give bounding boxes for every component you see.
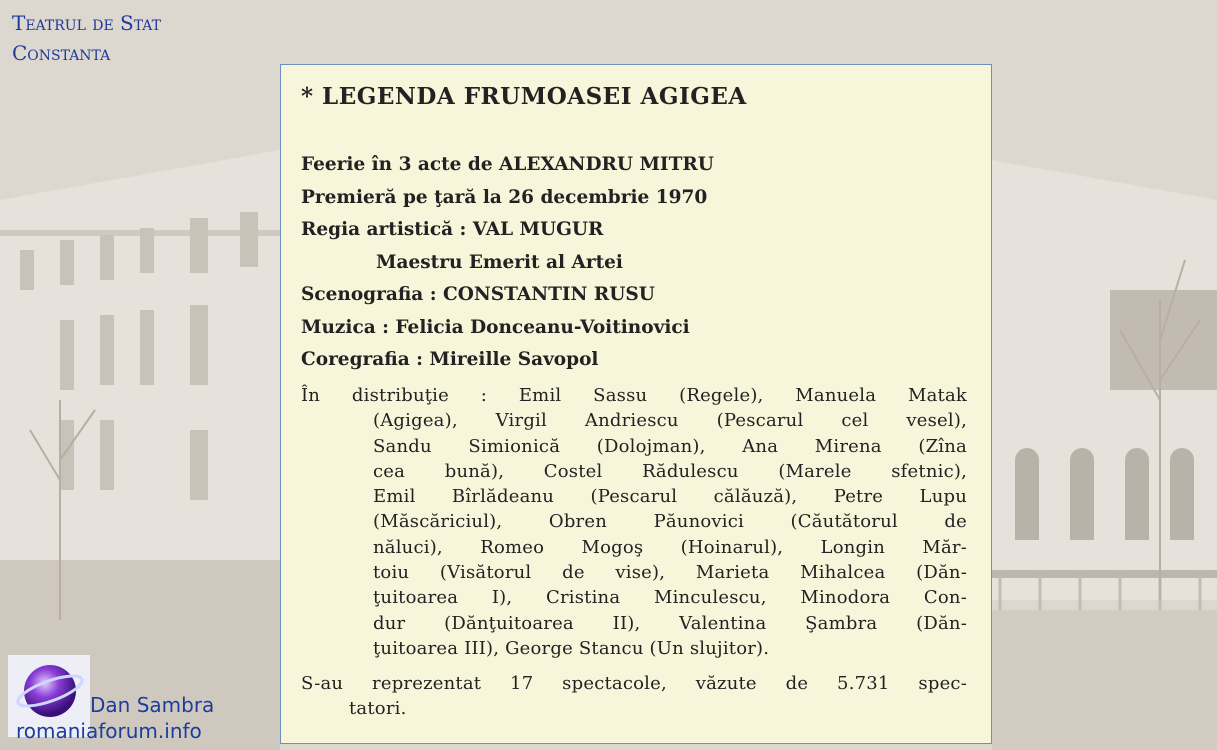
cast-line: toiu (Visătorul de vise), Marieta Mihalcea (Dăn- (373, 562, 967, 584)
theater-heading (12, 8, 161, 68)
cast-line: Sandu Simionică (Dolojman), Ana Mirena (Zîna (373, 435, 967, 457)
cast-line: ţuitoarea I), Cristina Minculescu, Minodora Con- (373, 587, 967, 609)
cast-line: (Măscăriciul), Obren Păunovici (Căutătorul de (373, 511, 967, 533)
play-title: * LEGENDA FRUMOASEI AGIGEA (301, 83, 747, 110)
cast-line: În distribuţie : Emil Sassu (Regele), Manuela Matak (301, 385, 967, 406)
performance-summary (301, 671, 967, 722)
cast-line: dur (Dănţuitoarea II), Valentina Şambra (Dăn- (373, 612, 967, 634)
cast-line: ţuitoarea III), George Stancu (Un slujitor). (373, 637, 770, 659)
credit-director-title: Maestru Emerit al Artei (376, 251, 623, 273)
cast-line: cea bună), Costel Rădulescu (Marele sfetnic), (373, 460, 967, 482)
credits-list (301, 149, 714, 377)
cast-line: năluci), Romeo Mogoş (Hoinarul), Longin Măr- (373, 536, 967, 558)
credit-music: Muzica : Felicia Donceanu-Voitinovici (301, 316, 690, 338)
author-name: Dan Sambra (90, 693, 215, 717)
author-site: romaniaforum.info (16, 719, 202, 743)
cast-line: Emil Bîrlădeanu (Pescarul călăuză), Petre Lupu (373, 486, 967, 508)
cast-distribution (301, 383, 967, 661)
author-watermark (8, 655, 273, 745)
cast-line: (Agigea), Virgil Andriescu (Pescarul cel vesel), (373, 410, 967, 432)
summary-line: S-au reprezentat 17 spectacole, văzute de 5.731 spec- (301, 673, 967, 694)
credit-director: Regia artistică : VAL MUGUR (301, 219, 604, 240)
summary-line: tatori. (349, 698, 407, 720)
credit-choreography: Coregrafia : Mireille Savopol (301, 349, 599, 370)
program-card (280, 64, 992, 744)
credit-genre: Feerie în 3 acte de ALEXANDRU MITRU (301, 154, 714, 175)
theater-city: Constanta (12, 41, 111, 65)
credit-scenography: Scenografia : CONSTANTIN RUSU (301, 284, 655, 305)
theater-name: Teatrul de Stat (12, 11, 161, 35)
credit-premiere: Premieră pe ţară la 26 decembrie 1970 (301, 186, 708, 208)
